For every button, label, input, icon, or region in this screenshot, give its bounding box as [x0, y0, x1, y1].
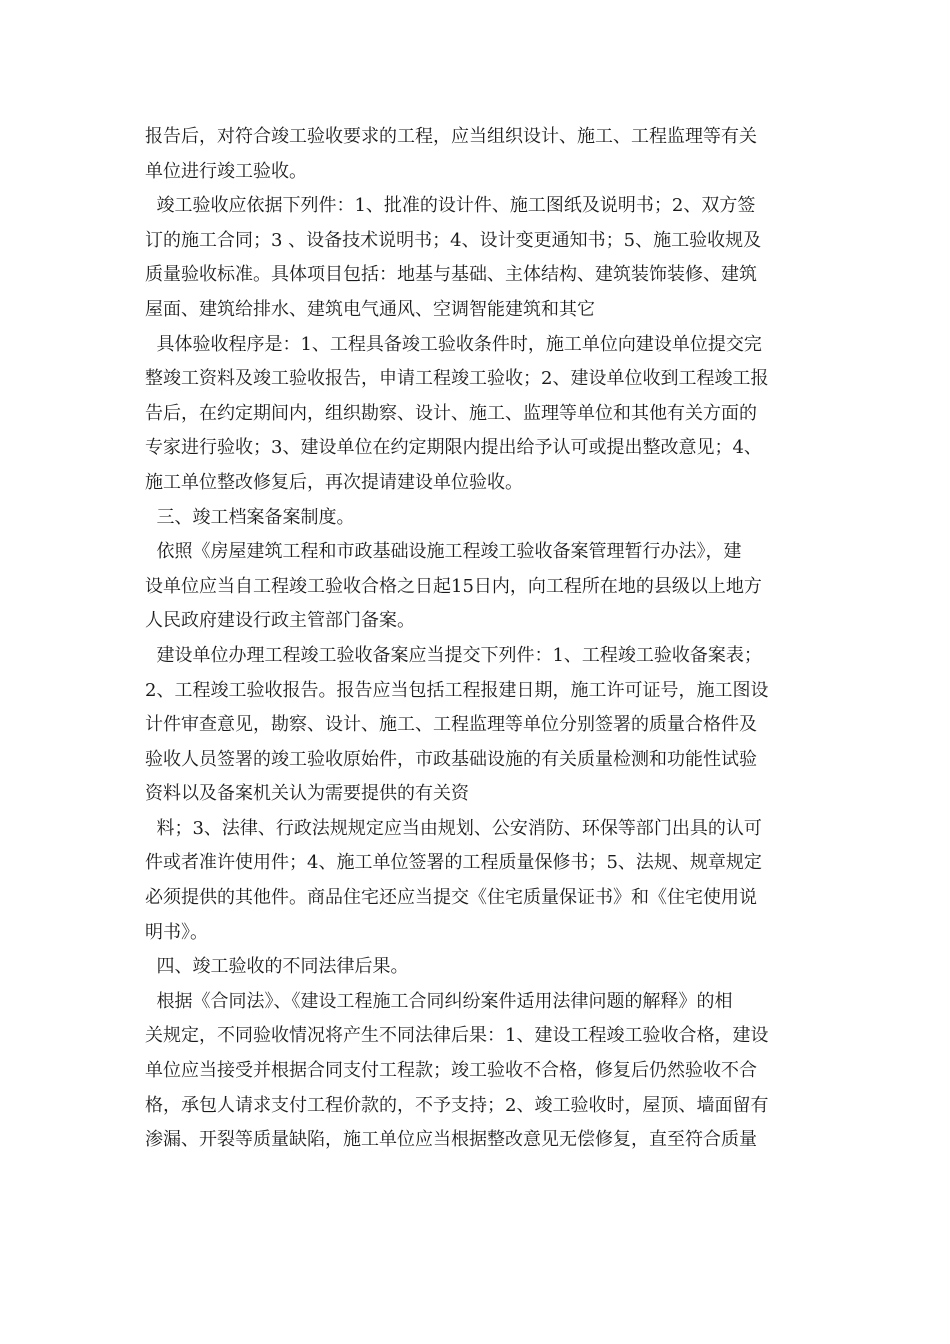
text-line: 计件审查意见，勘察、设计、施工、工程监理等单位分别签署的质量合格件及	[145, 714, 757, 736]
text-line: 明书》。	[145, 921, 208, 943]
text-line: 具体验收程序是：1、工程具备竣工验收条件时，施工单位向建设单位提交完	[145, 333, 762, 355]
text-line: 质量验收标准。具体项目包括：地基与基础、主体结构、建筑装饰装修、建筑	[145, 264, 757, 286]
text-line: 验收人员签署的竣工验收原始件，市政基础设施的有关质量检测和功能性试验	[145, 748, 757, 770]
text-line: 施工单位整改修复后，再次提请建设单位验收。	[145, 471, 523, 493]
text-line: 格，承包人请求支付工程价款的，不予支持；2、竣工验收时，屋顶、墙面留有	[145, 1094, 769, 1116]
text-line: 专家进行验收；3、建设单位在约定期限内提出给予认可或提出整改意见；4、	[145, 437, 762, 459]
text-line: 关规定，不同验收情况将产生不同法律后果：1、建设工程竣工验收合格，建设	[145, 1025, 769, 1047]
text-line: 整竣工资料及竣工验收报告，申请工程竣工验收；2、建设单位收到工程竣工报	[145, 368, 769, 390]
text-line: 根据《合同法》、《建设工程施工合同纠纷案件适用法律问题的解释》的相	[145, 990, 733, 1012]
text-line: 件或者准许使用件；4、施工单位签署的工程质量保修书；5、法规、规章规定	[145, 852, 762, 874]
text-line: 报告后，对符合竣工验收要求的工程，应当组织设计、施工、工程监理等有关	[145, 126, 757, 147]
text-line: 单位应当接受并根据合同支付工程款；竣工验收不合格，修复后仍然验收不合	[145, 1060, 757, 1082]
text-line: 2、工程竣工验收报告。报告应当包括工程报建日期，施工许可证号，施工图设	[145, 679, 769, 701]
text-line: 四、竣工验收的不同法律后果。	[145, 956, 409, 978]
text-line: 料；3、法律、行政法规规定应当由规划、公安消防、环保等部门出具的认可	[145, 817, 762, 839]
text-line: 告后，在约定期间内，组织勘察、设计、施工、监理等单位和其他有关方面的	[145, 402, 757, 424]
text-line: 单位进行竣工验收。	[145, 160, 307, 182]
text-line: 设单位应当自工程竣工验收合格之日起15日内，向工程所在地的县级以上地方	[145, 575, 762, 597]
text-line: 订的施工合同；3 、设备技术说明书；4、设计变更通知书；5、施工验收规及	[145, 229, 762, 251]
text-line: 依照《房屋建筑工程和市政基础设施工程竣工验收备案管理暂行办法》，建	[145, 541, 742, 563]
document-body	[145, 120, 805, 1158]
text-line: 渗漏、开裂等质量缺陷，施工单位应当根据整改意见无偿修复，直至符合质量	[145, 1129, 757, 1151]
text-line: 三、竣工档案备案制度。	[145, 506, 355, 528]
text-line: 资料以及备案机关认为需要提供的有关资	[145, 783, 469, 805]
text-line: 屋面、建筑给排水、建筑电气通风、空调智能建筑和其它	[145, 298, 595, 320]
text-line: 建设单位办理工程竣工验收备案应当提交下列件：1、工程竣工验收备案表；	[145, 644, 762, 666]
text-line: 人民政府建设行政主管部门备案。	[145, 610, 415, 632]
text-line: 竣工验收应依据下列件：1、批准的设计件、施工图纸及说明书；2、双方签	[145, 195, 756, 217]
text-line: 必须提供的其他件。商品住宅还应当提交《住宅质量保证书》和《住宅使用说	[145, 887, 757, 909]
